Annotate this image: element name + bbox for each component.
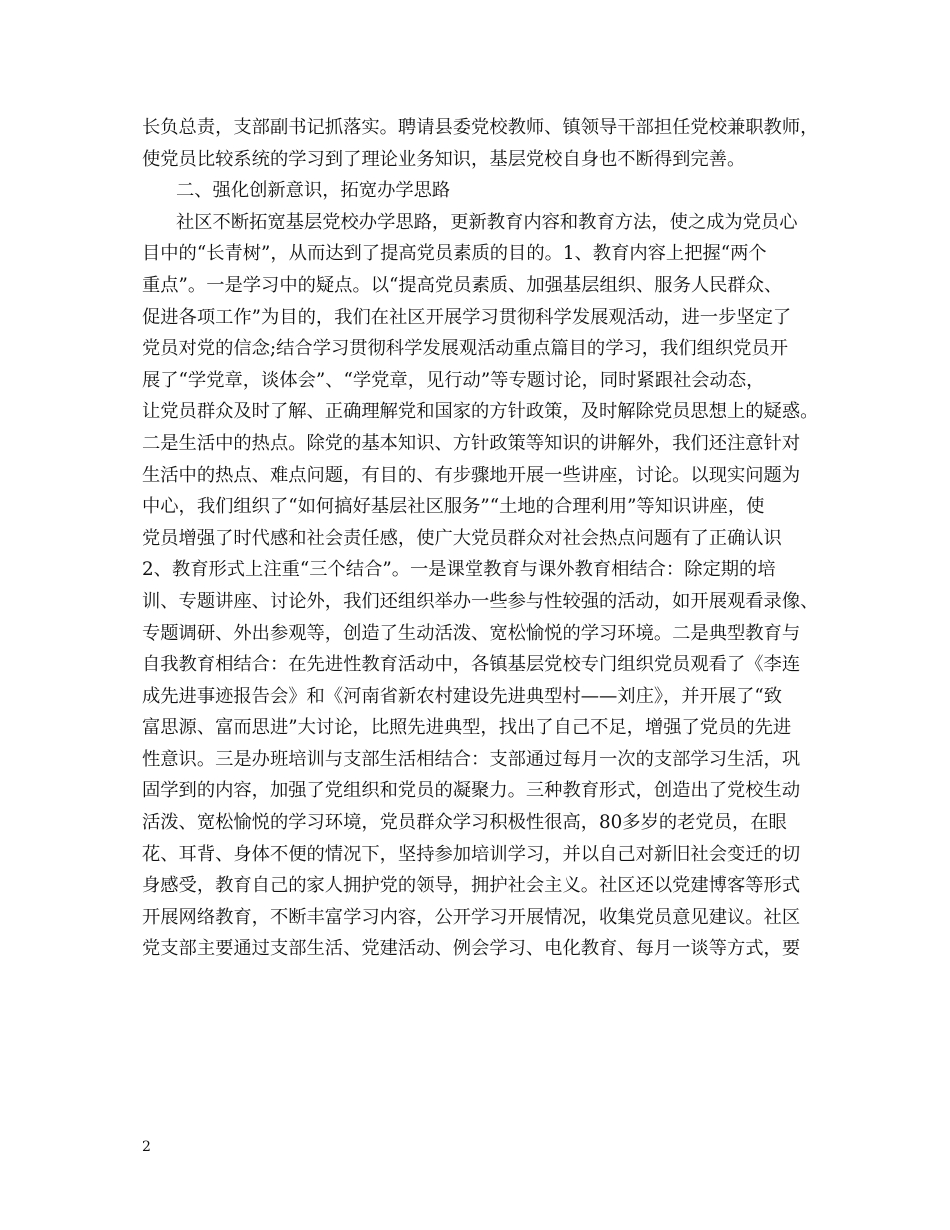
text-line: 活泼、宽松愉悦的学习环境，党员群众学习积极性很高，80多岁的老党员，在眼 [142,812,787,834]
section-heading: 二、强化创新意识，拓宽办学思路 [176,180,451,202]
text-line: 专题调研、外出参观等，创造了生动活泼、宽松愉悦的学习环境。二是典型教育与 [142,622,801,644]
text-line: 生活中的热点、难点问题，有目的、有步骤地开展一些讲座，讨论。以现实问题为 [142,464,801,486]
text-line: 长负总责，支部副书记抓落实。聘请县委党校教师、镇领导干部担任党校兼职教师， [142,117,819,138]
text-line: 富思源、富而思进”大讨论，比照先进典型，找出了自己不足，增强了党员的先进 [142,717,792,739]
text-line: 成先进事迹报告会》和《河南省新农村建设先进典型村——刘庄》，并开展了“致 [142,685,783,707]
text-line: 性意识。三是办班培训与支部生活相结合：支部通过每月一次的支部学习生活，巩 [142,748,801,770]
text-line: 自我教育相结合：在先进性教育活动中，各镇基层党校专门组织党员观看了《李连 [142,654,801,676]
text-line: 党支部主要通过支部生活、党建活动、例会学习、电化教育、每月一谈等方式，要 [142,938,801,960]
text-line: 花、耳背、身体不便的情况下，坚持参加培训学习，并以自己对新旧社会变迁的切 [142,843,801,865]
text-line: 使党员比较系统的学习到了理论业务知识，基层党校自身也不断得到完善。 [142,148,746,170]
text-line: 中心，我们组织了“如何搞好基层社区服务”“土地的合理利用”等知识讲座，使 [142,496,765,518]
text-line: 展了“学党章，谈体会”、“学党章，见行动”等专题讨论，同时紧跟社会动态， [142,369,765,391]
text-line: 目中的“长青树”，从而达到了提高党员素质的目的。1、教育内容上把握“两个 [142,243,767,265]
text-line: 固学到的内容，加强了党组织和党员的凝聚力。三种教育形式，创造出了党校生动 [142,780,801,802]
text-line: 训、专题讲座、讨论外，我们还组织举办一些参与性较强的活动，如开展观看录像、 [142,590,819,612]
text-line: 党员增强了时代感和社会责任感，使广大党员群众对社会热点问题有了正确认识 [142,527,782,549]
text-line: 党员对党的信念;结合学习贯彻科学发展观活动重点篇目的学习，我们组织党员开 [142,338,789,360]
text-line: 社区不断拓宽基层党校办学思路，更新教育内容和教育方法，使之成为党员心 [176,211,798,233]
text-line: 让党员群众及时了解、正确理解党和国家的方针政策，及时解除党员思想上的疑惑。 [142,401,819,423]
text-line: 开展网络教育，不断丰富学习内容，公开学习开展情况，收集党员意见建议。社区 [142,906,801,928]
text-line: 重点”。一是学习中的疑点。以“提高党员素质、加强基层组织、服务人民群众、 [142,274,783,296]
text-line: 促进各项工作”为目的，我们在社区开展学习贯彻科学发展观活动，进一步坚定了 [142,306,792,328]
text-line: 二是生活中的热点。除党的基本知识、方针政策等知识的讲解外，我们还注意针对 [142,432,801,454]
body-text [142,112,832,965]
page-number: 2 [142,1139,151,1155]
text-line: 身感受，教育自己的家人拥护党的领导，拥护社会主义。社区还以党建博客等形式 [142,875,801,897]
text-line: 2、教育形式上注重“三个结合”。一是课堂教育与课外教育相结合：除定期的培 [142,559,776,581]
